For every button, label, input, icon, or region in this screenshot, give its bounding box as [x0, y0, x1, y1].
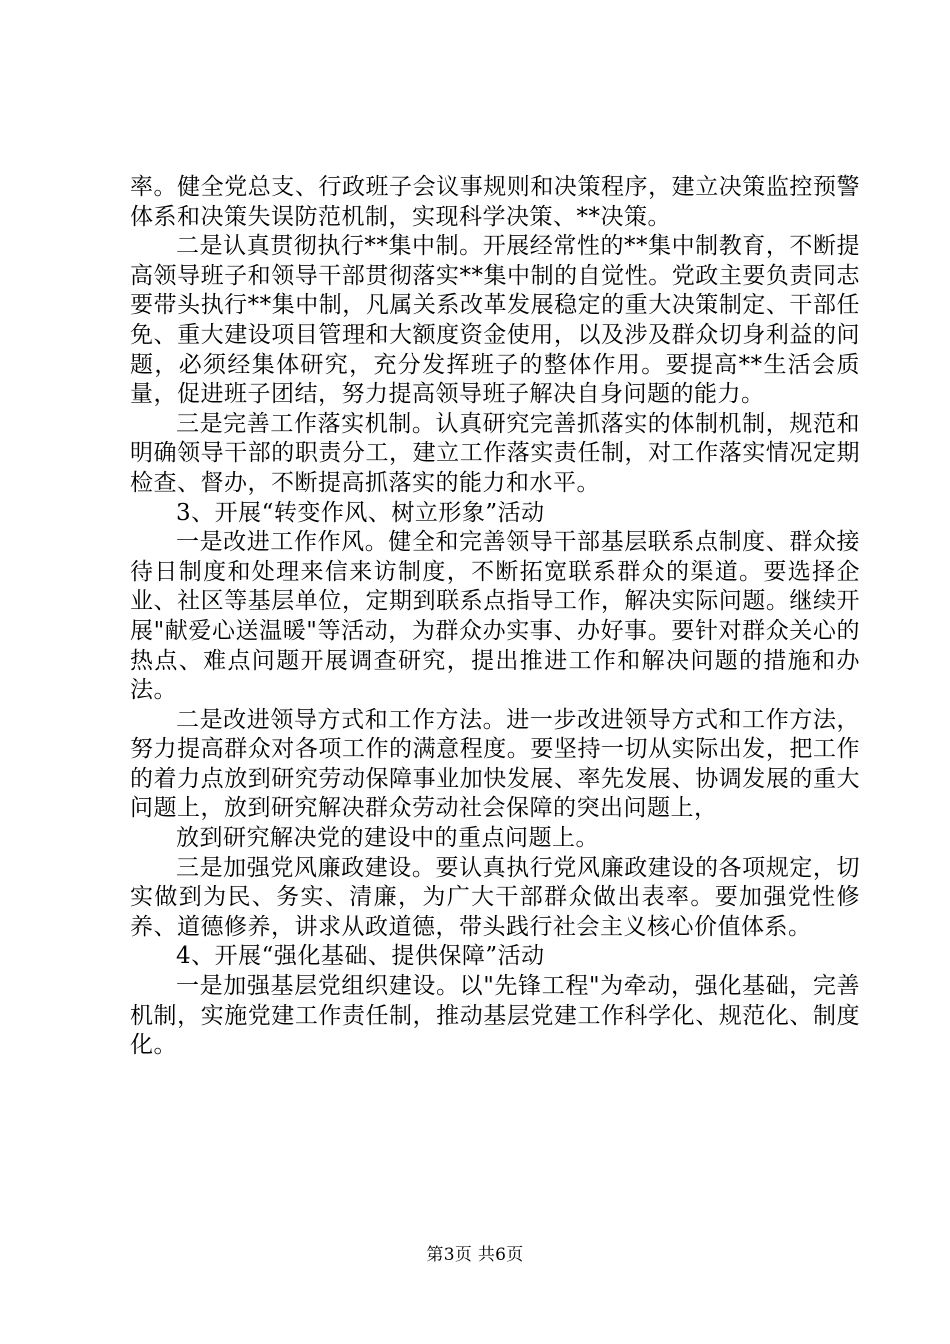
paragraph-1: 率。健全党总支、行政班子会议事规则和决策程序，建立决策监控预警体系和决策失误防范机制，实现科学决策、**决策。	[130, 174, 860, 230]
page-number-footer: 第3页 共6页	[426, 1245, 524, 1265]
paragraph-3: 三是完善工作落实机制。认真研究完善抓落实的体制机制，规范和明确领导干部的职责分工，建立工作落实责任制，对工作落实情况定期检查、督办，不断提高抓落实的能力和水平。	[130, 410, 860, 496]
document-body	[130, 173, 860, 1061]
paragraph-6: 放到研究解决党的建设中的重点问题上。	[176, 825, 599, 852]
section-heading-4: 4、开展“强化基础、提供保障”活动	[176, 943, 545, 970]
paragraph-2: 二是认真贯彻执行**集中制。开展经常性的**集中制教育，不断提高领导班子和领导干部贯彻落实**集中制的自觉性。党政主要负责同志要带头执行**集中制，凡属关系改革发展稳定的重大决策制定、干部任免、重大建设项目管理和大额度资金使用，以及涉及群众切身利益的问题，必须经集体研究，充分发挥班子的整体作用。要提高**生活会质量，促进班子团结，努力提高领导班子解决自身问题的能力。	[130, 233, 860, 408]
paragraph-8: 一是加强基层党组织建设。以"先锋工程"为牵动，强化基础，完善机制，实施党建工作责任制，推动基层党建工作科学化、规范化、制度化。	[130, 973, 860, 1059]
paragraph-5: 二是改进领导方式和工作方法。进一步改进领导方式和工作方法，努力提高群众对各项工作的满意程度。要坚持一切从实际出发，把工作的着力点放到研究劳动保障事业加快发展、率先发展、协调发展的重大问题上，放到研究解决群众劳动社会保障的突出问题上，	[130, 706, 860, 822]
paragraph-7: 三是加强党风廉政建设。要认真执行党风廉政建设的各项规定，切实做到为民、务实、清廉，为广大干部群众做出表率。要加强党性修养、道德修养，讲求从政道德，带头践行社会主义核心价值体系。	[130, 854, 860, 940]
section-heading-3: 3、开展“转变作风、树立形象”活动	[176, 499, 545, 526]
paragraph-4: 一是改进工作作风。健全和完善领导干部基层联系点制度、群众接待日制度和处理来信来访制度，不断拓宽联系群众的渠道。要选择企业、社区等基层单位，定期到联系点指导工作，解决实际问题。继续开展"献爱心送温暖"等活动，为群众办实事、办好事。要针对群众关心的热点、难点问题开展调查研究，提出推进工作和解决问题的措施和办法。	[130, 529, 860, 704]
